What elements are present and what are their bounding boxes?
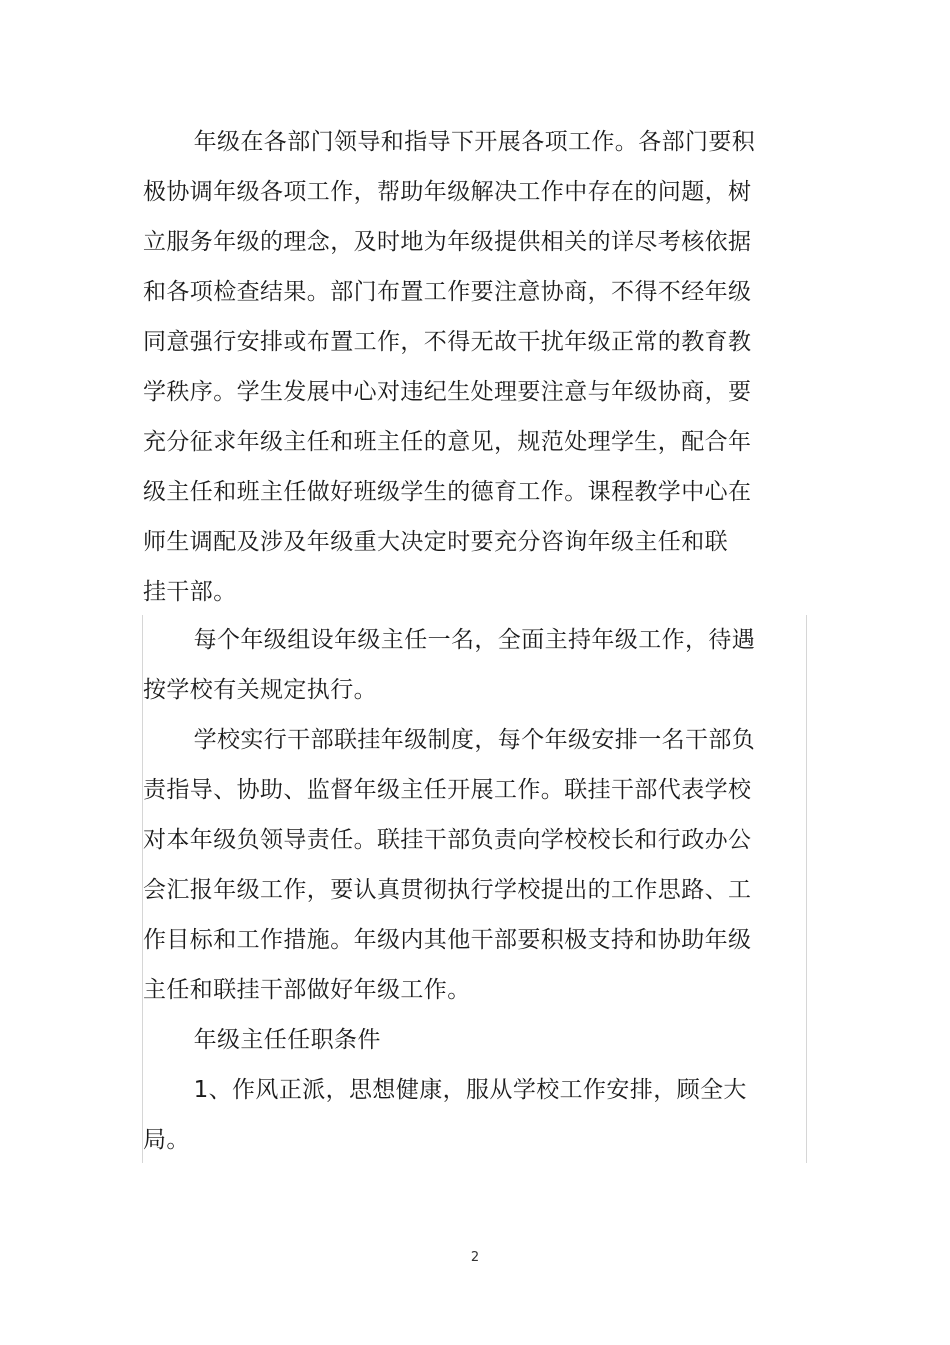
framed-section — [143, 615, 756, 1165]
text-line: 学秩序。学生发展中心对违纪生处理要注意与年级协商，要 — [143, 379, 752, 405]
section-heading — [143, 1015, 748, 1065]
text-line: 挂干部。 — [143, 579, 237, 605]
text-line: 同意强行安排或布置工作，不得无故干扰年级正常的教育教 — [143, 329, 752, 355]
text-line: 充分征求年级主任和班主任的意见，规范处理学生，配合年 — [143, 429, 752, 455]
paragraph — [143, 117, 756, 617]
text-line: 会汇报年级工作，要认真贯彻执行学校提出的工作思路、工 — [143, 877, 752, 903]
text-line: 年级在各部门领导和指导下开展各项工作。各部门要积 — [193, 129, 756, 155]
text-line: 每个年级组设年级主任一名，全面主持年级工作，待遇 — [193, 627, 756, 653]
text-line: 局。 — [143, 1127, 190, 1153]
text-line: 作目标和工作措施。年级内其他干部要积极支持和协助年级 — [143, 927, 752, 953]
text-line: 级主任和班主任做好班级学生的德育工作。课程教学中心在 — [143, 479, 752, 505]
text-line: 学校实行干部联挂年级制度，每个年级安排一名干部负 — [193, 727, 756, 753]
text-line: 和各项检查结果。部门布置工作要注意协商，不得不经年级 — [143, 279, 752, 305]
text-line: 对本年级负领导责任。联挂干部负责向学校校长和行政办公 — [143, 827, 752, 853]
paragraph-grade-director — [143, 615, 756, 715]
paragraph-department-coordination — [143, 117, 756, 617]
list-item — [143, 1065, 748, 1165]
frame-rule-right — [806, 615, 807, 1163]
text-line: 1、作风正派，思想健康，服从学校工作安排，顾全大 — [193, 1077, 747, 1103]
text-line: 师生调配及涉及年级重大决定时要充分咨询年级主任和联 — [143, 529, 728, 555]
text-line: 责指导、协助、监督年级主任开展工作。联挂干部代表学校 — [143, 777, 752, 803]
page-number: 2 — [470, 1250, 480, 1265]
text-line: 立服务年级的理念，及时地为年级提供相关的详尽考核依据 — [143, 229, 752, 255]
paragraph-cadre-liaison — [143, 715, 756, 1015]
text-line: 按学校有关规定执行。 — [143, 677, 377, 703]
text-line: 年级主任任职条件 — [193, 1027, 381, 1053]
text-line: 主任和联挂干部做好年级工作。 — [143, 977, 471, 1003]
text-line: 极协调年级各项工作，帮助年级解决工作中存在的问题，树 — [143, 179, 752, 205]
